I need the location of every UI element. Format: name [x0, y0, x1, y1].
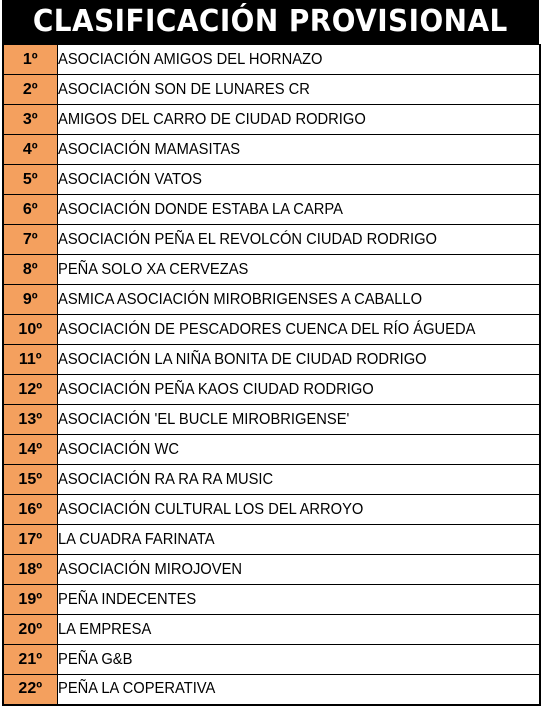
association-name-cell: [57, 585, 540, 615]
association-name-cell: [57, 105, 540, 135]
table-row: [3, 495, 540, 525]
position-cell: 15º: [3, 465, 57, 495]
position-cell: 8º: [3, 255, 57, 285]
table-row: [3, 45, 540, 75]
association-name: ASOCIACIÓN RA RA RA MUSIC: [57, 470, 273, 488]
table-row: [3, 555, 540, 585]
association-name-cell: [57, 435, 540, 465]
association-name-cell: [57, 315, 540, 345]
ranking-table: [2, 44, 541, 706]
table-row: [3, 525, 540, 555]
table-row: [3, 645, 540, 675]
position-cell: 11º: [3, 345, 57, 375]
association-name: ASOCIACIÓN AMIGOS DEL HORNAZO: [57, 50, 322, 68]
association-name: ASOCIACIÓN MAMASITAS: [57, 140, 240, 158]
position-cell: 14º: [3, 435, 57, 465]
association-name: ASOCIACIÓN DE PESCADORES CUENCA DEL RÍO ÁGUEDA: [57, 320, 475, 338]
table-row: [3, 585, 540, 615]
position-cell: 22º: [3, 675, 57, 705]
association-name-cell: [57, 195, 540, 225]
ranking-sheet: [2, 0, 539, 708]
association-name-cell: [57, 645, 540, 675]
position-cell: 2º: [3, 75, 57, 105]
position-cell: 7º: [3, 225, 57, 255]
table-row: [3, 615, 540, 645]
association-name: LA CUADRA FARINATA: [57, 530, 215, 548]
table-row: [3, 465, 540, 495]
association-name: ASOCIACIÓN VATOS: [57, 170, 202, 188]
association-name-cell: [57, 285, 540, 315]
position-cell: 1º: [3, 45, 57, 75]
table-row: [3, 345, 540, 375]
table-row: [3, 75, 540, 105]
association-name-cell: [57, 165, 540, 195]
association-name: ASOCIACIÓN 'EL BUCLE MIROBRIGENSE': [57, 410, 349, 428]
position-cell: 4º: [3, 135, 57, 165]
association-name: ASMICA ASOCIACIÓN MIROBRIGENSES A CABALLO: [57, 290, 422, 308]
association-name: PEÑA INDECENTES: [57, 590, 196, 608]
association-name-cell: [57, 555, 540, 585]
table-row: [3, 285, 540, 315]
association-name: LA EMPRESA: [57, 620, 151, 638]
position-cell: 18º: [3, 555, 57, 585]
position-cell: 9º: [3, 285, 57, 315]
position-cell: 19º: [3, 585, 57, 615]
table-row: [3, 165, 540, 195]
position-cell: 13º: [3, 405, 57, 435]
association-name: ASOCIACIÓN MIROJOVEN: [57, 560, 242, 578]
position-cell: 16º: [3, 495, 57, 525]
position-cell: 21º: [3, 645, 57, 675]
position-cell: 5º: [3, 165, 57, 195]
association-name-cell: [57, 465, 540, 495]
association-name-cell: [57, 135, 540, 165]
position-cell: 20º: [3, 615, 57, 645]
association-name-cell: [57, 75, 540, 105]
association-name: PEÑA G&B: [57, 650, 132, 668]
table-row: [3, 375, 540, 405]
table-row: [3, 315, 540, 345]
page-title: CLASIFICACIÓN PROVISIONAL: [33, 4, 508, 39]
association-name: PEÑA SOLO XA CERVEZAS: [57, 260, 248, 278]
position-cell: 10º: [3, 315, 57, 345]
position-cell: 12º: [3, 375, 57, 405]
association-name-cell: [57, 405, 540, 435]
association-name-cell: [57, 225, 540, 255]
table-row: [3, 255, 540, 285]
table-row: [3, 405, 540, 435]
association-name-cell: [57, 45, 540, 75]
table-row: [3, 105, 540, 135]
association-name: ASOCIACIÓN PEÑA EL REVOLCÓN CIUDAD RODRIGO: [57, 230, 437, 248]
association-name: ASOCIACIÓN SON DE LUNARES CR: [57, 80, 310, 98]
table-row: [3, 135, 540, 165]
association-name-cell: [57, 375, 540, 405]
position-cell: 17º: [3, 525, 57, 555]
association-name: ASOCIACIÓN PEÑA KAOS CIUDAD RODRIGO: [57, 380, 374, 398]
association-name-cell: [57, 525, 540, 555]
association-name: ASOCIACIÓN DONDE ESTABA LA CARPA: [57, 200, 343, 218]
association-name: ASOCIACIÓN CULTURAL LOS DEL ARROYO: [57, 500, 363, 518]
position-cell: 6º: [3, 195, 57, 225]
association-name: PEÑA LA COPERATIVA: [57, 680, 215, 698]
association-name: ASOCIACIÓN LA NIÑA BONITA DE CIUDAD RODRIGO: [57, 350, 427, 368]
association-name-cell: [57, 615, 540, 645]
association-name-cell: [57, 345, 540, 375]
ranking-table-body: [3, 45, 540, 705]
position-cell: 3º: [3, 105, 57, 135]
association-name-cell: [57, 255, 540, 285]
association-name-cell: [57, 495, 540, 525]
title-bar: [2, 0, 539, 44]
association-name-cell: [57, 675, 540, 705]
table-row: [3, 195, 540, 225]
table-row: [3, 225, 540, 255]
table-row: [3, 675, 540, 705]
association-name: AMIGOS DEL CARRO DE CIUDAD RODRIGO: [57, 110, 366, 128]
association-name: ASOCIACIÓN WC: [57, 440, 179, 458]
table-row: [3, 435, 540, 465]
